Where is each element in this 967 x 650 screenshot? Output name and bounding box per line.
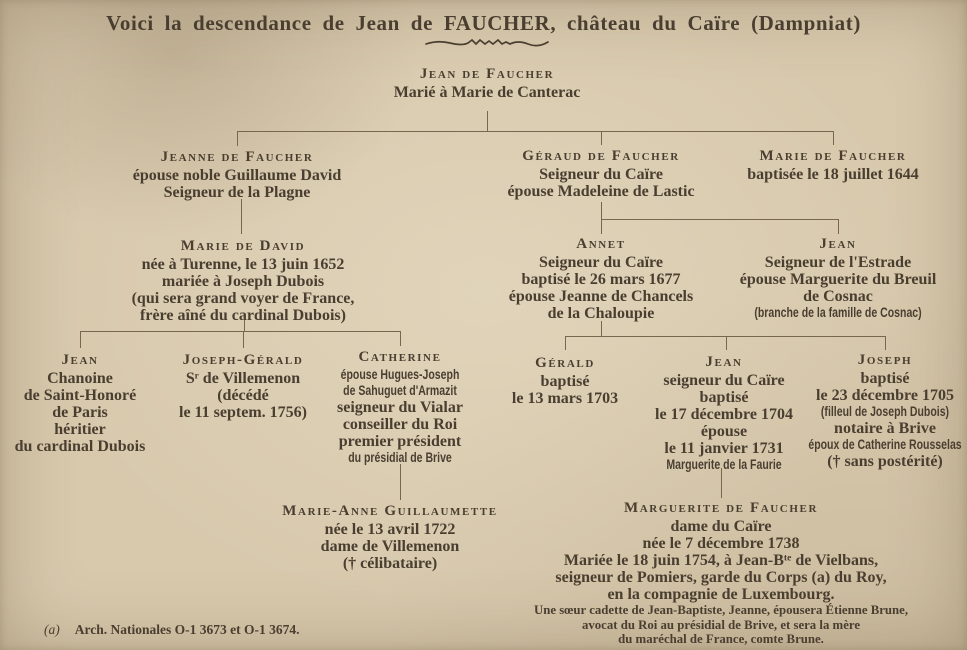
- connector-line: [601, 202, 602, 220]
- connector-line: [601, 219, 839, 220]
- person-detail: le 13 mars 1703: [511, 390, 619, 407]
- person-detail: épouse noble Guillaume David: [132, 167, 342, 184]
- person-detail: de la Chaloupie: [547, 305, 655, 322]
- person-node-geraud-de-faucher: [507, 146, 694, 200]
- person-detail: de Saint-Honoré: [23, 387, 137, 404]
- footnote-marker: (a): [44, 622, 60, 637]
- person-name: Gérald: [535, 355, 595, 371]
- person-node-joseph-gerald: [179, 350, 307, 421]
- person-detail: Marié à Marie de Canterac: [393, 84, 581, 101]
- person-name: Marie de Faucher: [759, 148, 907, 164]
- connector-line: [726, 336, 727, 350]
- person-detail: seigneur du Vialar: [337, 399, 463, 416]
- person-detail: baptisé: [860, 370, 910, 387]
- person-detail: premier président: [338, 433, 462, 450]
- person-name: Marguerite de Faucher: [624, 500, 818, 516]
- person-detail: avocat du Roi au présidial de Brive, et sera la mère: [581, 617, 861, 632]
- person-detail: Seigneur du Caïre: [539, 254, 663, 271]
- person-detail: dame du Caïre: [670, 518, 772, 535]
- person-node-annet: [509, 234, 693, 322]
- connector-line: [241, 199, 242, 234]
- person-detail: le 11 septem. 1756): [179, 404, 307, 421]
- connector-line: [885, 336, 886, 350]
- person-name: Joseph: [857, 352, 913, 368]
- person-name: Marie de David: [180, 238, 306, 254]
- footnote-text: Arch. Nationales O-1 3673 et O-1 3674.: [74, 622, 300, 637]
- person-detail: Marguerite de la Faurie: [666, 457, 782, 472]
- person-node-joseph: [787, 350, 967, 470]
- connector-line: [400, 331, 401, 346]
- person-node-gerald: [512, 353, 618, 407]
- connector-line: [237, 131, 834, 132]
- person-detail: née le 13 avril 1722: [324, 521, 456, 538]
- person-name: Annet: [576, 236, 626, 252]
- person-detail: (filleul de Joseph Dubois): [820, 404, 950, 419]
- person-detail: de Cosnac: [803, 288, 873, 305]
- person-detail: notaire à Brive: [834, 420, 936, 437]
- person-node-jean-caire: [650, 352, 798, 473]
- person-detail: seigneur de Pomiers, garde du Corps (a) du Roy,: [555, 569, 887, 586]
- person-detail: baptisé le 26 mars 1677: [521, 271, 681, 288]
- person-detail: Mariée le 18 juin 1754, à Jean-Bᵗᵉ de Vielbans,: [563, 552, 879, 569]
- person-detail: héritier: [54, 421, 106, 438]
- person-detail: seigneur du Caïre: [663, 372, 785, 389]
- connector-line: [601, 321, 602, 337]
- person-detail: époux de Catherine Rousselas: [808, 437, 962, 452]
- person-detail: épouse Marguerite du Breuil: [739, 271, 937, 288]
- person-node-marie-de-david: [132, 236, 355, 324]
- person-detail: (branche de la famille de Cosnac): [754, 305, 922, 320]
- person-detail: (décédé: [217, 387, 269, 404]
- page-title: Voici la descendance de Jean de FAUCHER, château du Caïre (Dampniat): [106, 11, 861, 35]
- person-detail: le 11 janvier 1731: [664, 440, 784, 457]
- person-node-jean-chanoine: [15, 350, 146, 455]
- person-detail: le 23 décembre 1705: [816, 387, 954, 404]
- person-node-marie-de-faucher: [747, 146, 919, 183]
- person-detail: épouse Hugues-Joseph: [340, 367, 460, 382]
- person-detail: le 17 décembre 1704: [655, 406, 793, 423]
- person-detail: en la compagnie de Luxembourg.: [607, 586, 835, 603]
- connector-line: [565, 336, 566, 350]
- person-detail: née le 7 décembre 1738: [642, 535, 800, 552]
- person-detail: baptisé: [699, 389, 749, 406]
- person-detail: du maréchal de France, comte Brune.: [618, 632, 824, 646]
- connector-line: [243, 331, 244, 348]
- connector-line: [601, 219, 602, 234]
- person-node-marguerite-de-faucher: [534, 498, 908, 647]
- connector-line: [80, 331, 81, 348]
- connector-line: [838, 219, 839, 234]
- person-detail: Une sœur cadette de Jean-Baptiste, Jeanne, épousera Étienne Brune,: [533, 603, 909, 617]
- person-detail: mariée à Joseph Dubois: [161, 273, 325, 290]
- person-detail: épouse Madeleine de Lastic: [507, 183, 695, 200]
- person-node-jean-estrade: [731, 234, 946, 321]
- connector-line: [237, 131, 238, 146]
- person-detail: du cardinal Dubois: [14, 438, 146, 455]
- person-detail: († célibataire): [342, 555, 438, 572]
- person-detail: Seigneur de l'Estrade: [764, 254, 912, 271]
- person-detail: († sans postérité): [827, 453, 943, 470]
- person-name: Jeanne de Faucher: [160, 149, 314, 165]
- person-name: Géraud de Faucher: [522, 148, 680, 164]
- person-detail: née à Turenne, le 13 juin 1652: [141, 256, 345, 273]
- connector-line: [601, 131, 602, 145]
- person-name: Jean de Faucher: [419, 66, 555, 82]
- person-node-jean-de-faucher: [394, 64, 581, 101]
- person-detail: Sʳ de Villemenon: [185, 370, 301, 387]
- person-name: Jean: [61, 352, 99, 368]
- person-detail: Chanoine: [47, 370, 113, 387]
- person-detail: épouse Jeanne de Chancels: [508, 288, 694, 305]
- footnote: [44, 622, 299, 638]
- person-node-catherine: [324, 347, 476, 466]
- person-detail: dame de Villemenon: [320, 538, 460, 555]
- person-detail: conseiller du Roi: [342, 416, 458, 433]
- person-name: Jean: [819, 236, 857, 252]
- person-node-marie-anne-guillaumette: [282, 501, 497, 572]
- connector-line: [80, 331, 401, 332]
- person-name: Joseph-Gérald: [182, 352, 304, 368]
- person-detail: épouse: [700, 423, 748, 440]
- person-name: Jean: [705, 354, 743, 370]
- person-detail: du présidial de Brive: [348, 450, 452, 465]
- person-detail: de Paris: [52, 404, 108, 421]
- squiggle-divider-icon: [424, 36, 550, 50]
- connector-line: [833, 131, 834, 145]
- person-detail: baptisé: [540, 373, 590, 390]
- person-node-jeanne-de-faucher: [133, 147, 341, 201]
- person-detail: Seigneur du Caïre: [539, 166, 663, 183]
- connector-line: [487, 111, 488, 132]
- person-detail: frère aîné du cardinal Dubois): [140, 307, 346, 324]
- person-detail: Seigneur de la Plagne: [163, 184, 311, 201]
- person-detail: de Sahuguet d'Armazit: [343, 383, 457, 398]
- connector-line: [400, 464, 401, 500]
- person-name: Marie-Anne Guillaumette: [282, 503, 498, 519]
- person-detail: (qui sera grand voyer de France,: [131, 290, 355, 307]
- person-name: Catherine: [358, 349, 442, 365]
- person-detail: baptisée le 18 juillet 1644: [747, 166, 919, 183]
